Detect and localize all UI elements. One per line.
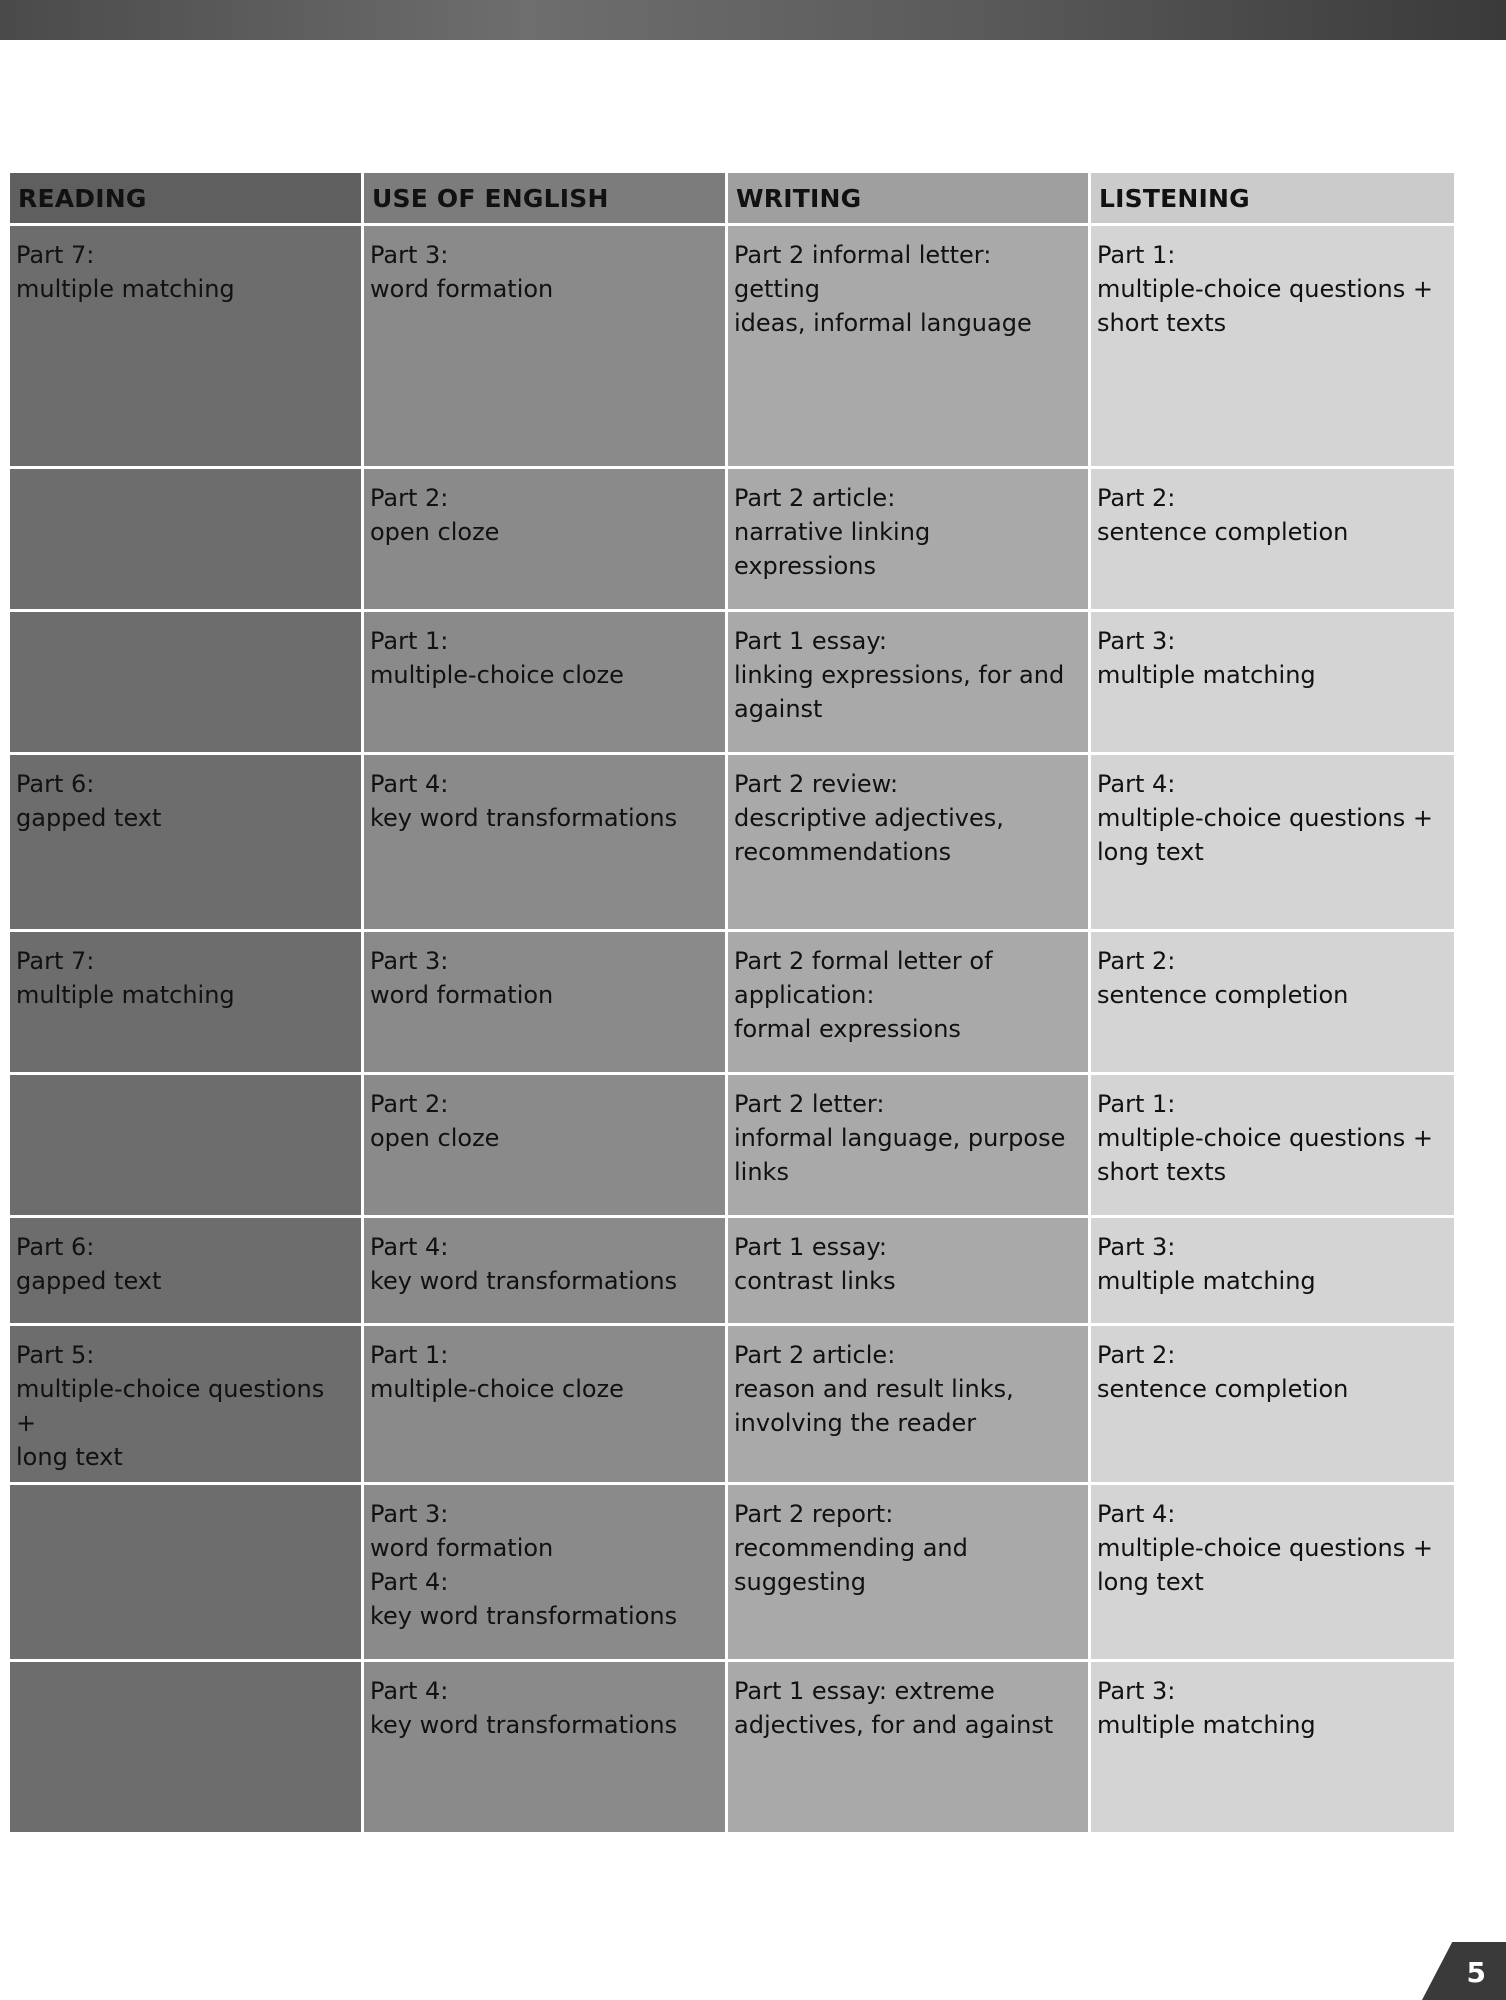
reading-cell: [10, 1326, 364, 1485]
cell-text-line: formal expressions: [734, 1015, 961, 1043]
table-row: [10, 932, 1454, 1075]
listening-cell: [1091, 755, 1454, 932]
cell-text-line: Part 2 article:: [734, 484, 896, 512]
cell-text-line: multiple matching: [1097, 661, 1316, 689]
top-header-bar: [0, 0, 1506, 40]
table-row: [10, 612, 1454, 755]
cell-text-line: sentence completion: [1097, 981, 1349, 1009]
table-row: [10, 755, 1454, 932]
cell-text-line: against: [734, 695, 823, 723]
writing-cell: [728, 1485, 1091, 1662]
cell-text-line: adjectives, for and against: [734, 1711, 1054, 1739]
reading-cell: [10, 1218, 364, 1326]
cell-text-line: Part 4:: [370, 1568, 449, 1596]
cell-text-line: recommending and: [734, 1534, 968, 1562]
writing-cell: [728, 1662, 1091, 1835]
writing-cell: [728, 469, 1091, 612]
cell-text-line: Part 1:: [1097, 1090, 1176, 1118]
cell-text-line: Part 2:: [1097, 947, 1176, 975]
reading-cell: [10, 1485, 364, 1662]
cell-text-line: narrative linking expressions: [734, 518, 931, 580]
cell-text-line: Part 4:: [1097, 770, 1176, 798]
cell-text-line: involving the reader: [734, 1409, 977, 1437]
cell-text-line: Part 2:: [1097, 1341, 1176, 1369]
cell-text-line: Part 3:: [370, 241, 449, 269]
cell-text-line: Part 2 formal letter of: [734, 947, 993, 975]
listening-cell: [1091, 469, 1454, 612]
use-of-english-cell: [364, 932, 728, 1075]
cell-text-line: long text: [16, 1443, 123, 1471]
cell-text-line: sentence completion: [1097, 1375, 1349, 1403]
cell-text-line: linking expressions, for and: [734, 661, 1065, 689]
listening-cell: [1091, 932, 1454, 1075]
cell-text-line: Part 3:: [1097, 1677, 1176, 1705]
cell-text-line: Part 5:: [16, 1341, 95, 1369]
cell-text-line: ideas, informal language: [734, 309, 1032, 337]
cell-text-line: gapped text: [16, 804, 162, 832]
writing-cell: [728, 1075, 1091, 1218]
cell-text-line: Part 2 letter:: [734, 1090, 885, 1118]
cell-text-line: multiple-choice questions +: [1097, 804, 1433, 832]
cell-text-line: Part 2:: [1097, 484, 1176, 512]
cell-text-line: multiple-choice questions +: [1097, 1534, 1433, 1562]
cell-text-line: descriptive adjectives,: [734, 804, 1004, 832]
cell-text-line: Part 1 essay:: [734, 1233, 887, 1261]
cell-text-line: Part 4:: [370, 1233, 449, 1261]
table-row: [10, 1662, 1454, 1835]
cell-text-line: open cloze: [370, 1124, 500, 1152]
listening-cell: [1091, 226, 1454, 469]
cell-text-line: Part 3:: [370, 1500, 449, 1528]
cell-text-line: Part 2 informal letter: getting: [734, 241, 992, 303]
cell-text-line: multiple-choice cloze: [370, 661, 624, 689]
reading-cell: [10, 755, 364, 932]
cell-text-line: contrast links: [734, 1267, 896, 1295]
cell-text-line: informal language, purpose: [734, 1124, 1066, 1152]
cell-text-line: Part 2 review:: [734, 770, 899, 798]
cell-text-line: links: [734, 1158, 789, 1186]
table-row: [10, 1075, 1454, 1218]
cell-text-line: Part 6:: [16, 770, 95, 798]
cell-text-line: recommendations: [734, 838, 952, 866]
use-of-english-cell: [364, 612, 728, 755]
cell-text-line: Part 4:: [370, 770, 449, 798]
cell-text-line: Part 1:: [370, 627, 449, 655]
cell-text-line: sentence completion: [1097, 518, 1349, 546]
reading-cell: [10, 1075, 364, 1218]
reading-cell: [10, 612, 364, 755]
table-row: [10, 1326, 1454, 1485]
header-writing: WRITING: [728, 173, 1091, 226]
page-number-tab: [1422, 1942, 1506, 2000]
cell-text-line: short texts: [1097, 309, 1227, 337]
cell-text-line: Part 7:: [16, 241, 95, 269]
use-of-english-cell: [364, 1662, 728, 1835]
page-number: 5: [1466, 1956, 1486, 1989]
use-of-english-cell: [364, 755, 728, 932]
header-use-of-english: USE OF ENGLISH: [364, 173, 728, 226]
cell-text-line: key word transformations: [370, 1602, 678, 1630]
cell-text-line: Part 2 article:: [734, 1341, 896, 1369]
cell-text-line: Part 4:: [1097, 1500, 1176, 1528]
table-row: [10, 1485, 1454, 1662]
cell-text-line: Part 2:: [370, 484, 449, 512]
writing-cell: [728, 755, 1091, 932]
cell-text-line: Part 3:: [370, 947, 449, 975]
cell-text-line: multiple matching: [16, 981, 235, 1009]
cell-text-line: long text: [1097, 1568, 1204, 1596]
cell-text-line: multiple-choice questions +: [1097, 275, 1433, 303]
cell-text-line: short texts: [1097, 1158, 1227, 1186]
cell-text-line: Part 3:: [1097, 1233, 1176, 1261]
cell-text-line: word formation: [370, 981, 554, 1009]
use-of-english-cell: [364, 1485, 728, 1662]
cell-text-line: multiple-choice questions +: [1097, 1124, 1433, 1152]
cell-text-line: multiple-choice cloze: [370, 1375, 624, 1403]
cell-text-line: Part 6:: [16, 1233, 95, 1261]
header-reading: READING: [10, 173, 364, 226]
reading-cell: [10, 226, 364, 469]
cell-text-line: word formation: [370, 275, 554, 303]
header-listening: LISTENING: [1091, 173, 1454, 226]
listening-cell: [1091, 612, 1454, 755]
cell-text-line: open cloze: [370, 518, 500, 546]
use-of-english-cell: [364, 469, 728, 612]
cell-text-line: Part 1:: [1097, 241, 1176, 269]
cell-text-line: reason and result links,: [734, 1375, 1014, 1403]
table-row: [10, 226, 1454, 469]
cell-text-line: multiple-choice questions +: [16, 1375, 325, 1437]
cell-text-line: gapped text: [16, 1267, 162, 1295]
use-of-english-cell: [364, 1218, 728, 1326]
cell-text-line: key word transformations: [370, 1267, 678, 1295]
cell-text-line: Part 1:: [370, 1341, 449, 1369]
use-of-english-cell: [364, 226, 728, 469]
reading-cell: [10, 469, 364, 612]
cell-text-line: Part 2 report:: [734, 1500, 894, 1528]
cell-text-line: suggesting: [734, 1568, 866, 1596]
use-of-english-cell: [364, 1326, 728, 1485]
use-of-english-cell: [364, 1075, 728, 1218]
table-row: [10, 469, 1454, 612]
reading-cell: [10, 1662, 364, 1835]
listening-cell: [1091, 1662, 1454, 1835]
writing-cell: [728, 226, 1091, 469]
cell-text-line: long text: [1097, 838, 1204, 866]
listening-cell: [1091, 1218, 1454, 1326]
cell-text-line: multiple matching: [1097, 1267, 1316, 1295]
table-row: [10, 1218, 1454, 1326]
cell-text-line: key word transformations: [370, 804, 678, 832]
writing-cell: [728, 932, 1091, 1075]
listening-cell: [1091, 1075, 1454, 1218]
cell-text-line: application:: [734, 981, 875, 1009]
cell-text-line: Part 7:: [16, 947, 95, 975]
reading-cell: [10, 932, 364, 1075]
listening-cell: [1091, 1326, 1454, 1485]
cell-text-line: multiple matching: [1097, 1711, 1316, 1739]
writing-cell: [728, 1326, 1091, 1485]
exam-skills-table: [10, 173, 1454, 1835]
cell-text-line: key word transformations: [370, 1711, 678, 1739]
table-header-row: [10, 173, 1454, 226]
listening-cell: [1091, 1485, 1454, 1662]
cell-text-line: Part 1 essay: extreme: [734, 1677, 995, 1705]
cell-text-line: Part 1 essay:: [734, 627, 887, 655]
cell-text-line: Part 4:: [370, 1677, 449, 1705]
writing-cell: [728, 612, 1091, 755]
cell-text-line: multiple matching: [16, 275, 235, 303]
cell-text-line: Part 3:: [1097, 627, 1176, 655]
cell-text-line: Part 2:: [370, 1090, 449, 1118]
cell-text-line: word formation: [370, 1534, 554, 1562]
writing-cell: [728, 1218, 1091, 1326]
